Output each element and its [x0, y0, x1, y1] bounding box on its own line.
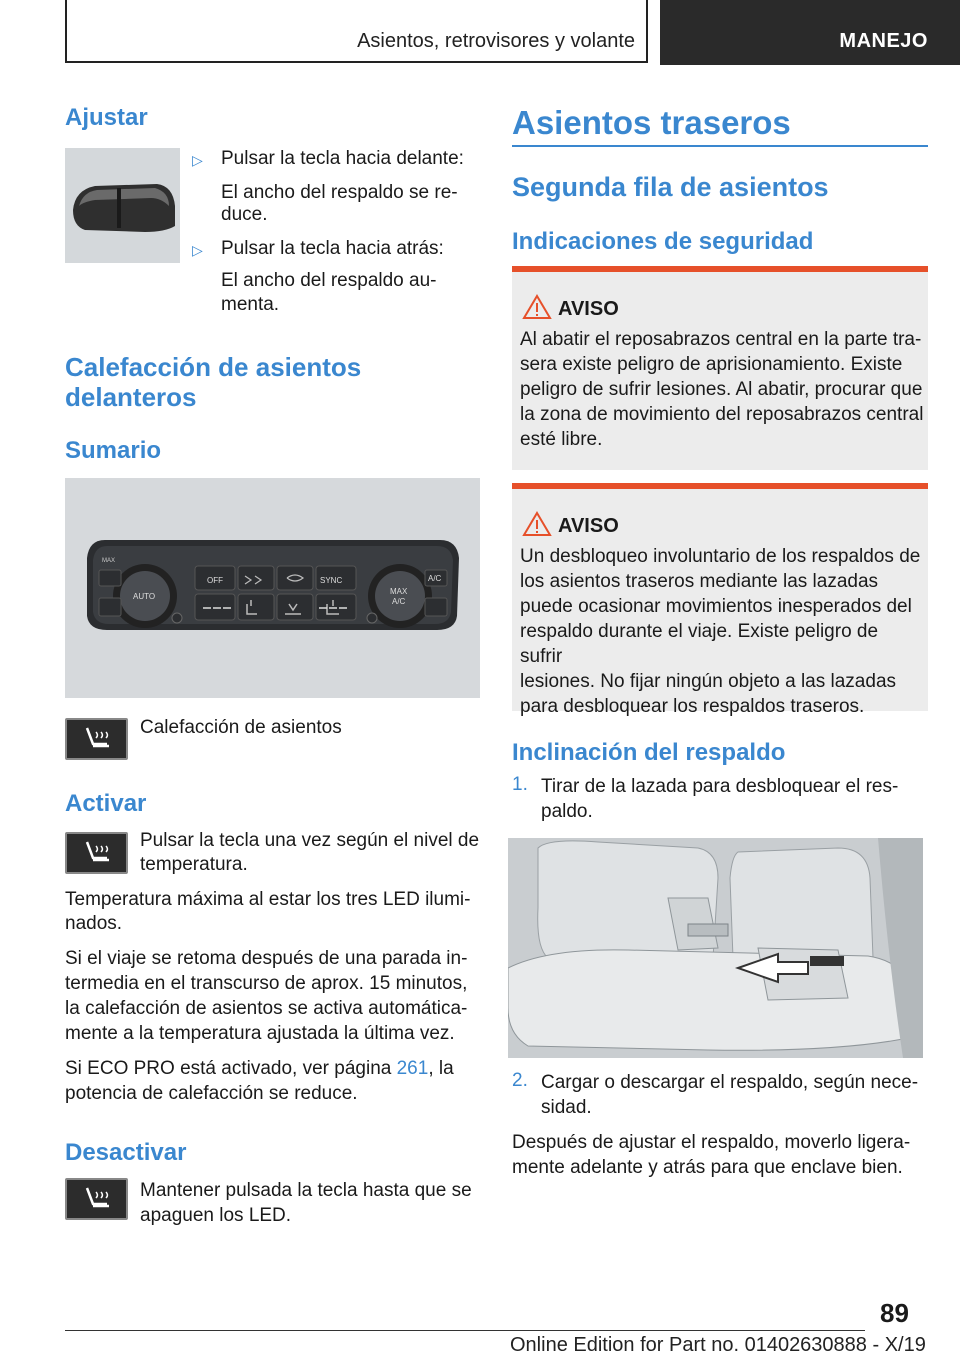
- heading-ajustar: Ajustar: [65, 104, 148, 131]
- heading-sumario: Sumario: [65, 437, 162, 464]
- seat-heating-icon: [77, 1184, 117, 1214]
- title-rule: [512, 145, 928, 147]
- warning-label: AVISO: [558, 515, 619, 537]
- warning-line: Un desbloqueo involuntario de los respaldos de: [520, 546, 921, 567]
- seat-heating-caption: Calefacción de asientos: [140, 717, 342, 738]
- chapter-title: Asientos, retrovisores y volante: [357, 30, 635, 52]
- warning-box: [512, 483, 928, 717]
- warning-line: lesiones. No fijar ningún objeto a las lazadas: [520, 671, 897, 692]
- warning-triangle-icon: [522, 294, 552, 320]
- warning-line: Al abatir el reposabrazos central en la parte tra-: [520, 329, 922, 350]
- ajustar-item-2-result: El ancho del respaldo au-: [221, 270, 437, 291]
- warning-line: para desbloquear los respaldos traseros.: [520, 696, 865, 717]
- final-paragraph: Después de ajustar el respaldo, moverlo ligera-: [512, 1132, 911, 1153]
- seat-heating-icon: [65, 718, 128, 760]
- seat-heating-icon: [65, 832, 128, 874]
- desactivar-text-cont: apaguen los LED.: [140, 1205, 292, 1226]
- warning-label: AVISO: [558, 298, 619, 320]
- backrest-button-illustration: [65, 148, 180, 263]
- panel-off-label: OFF: [207, 576, 223, 585]
- ajustar-item-1-action: Pulsar la tecla hacia delante:: [221, 148, 464, 169]
- step-1-text: Tirar de la lazada para desbloquear el res-: [541, 776, 899, 797]
- step-number: 2.: [512, 1070, 528, 1091]
- eco-pro-text-tail: , la: [428, 1058, 454, 1079]
- warning-line: esté libre.: [520, 429, 603, 450]
- step-2-text-cont: sidad.: [541, 1097, 592, 1118]
- paragraph-eco-pro: [65, 1056, 454, 1081]
- panel-sync-label: SYNC: [320, 576, 343, 585]
- section-label: MANEJO: [839, 30, 928, 52]
- step-number: 1.: [512, 774, 528, 795]
- heading-desactivar: Desactivar: [65, 1139, 187, 1166]
- step-1-text-cont: paldo.: [541, 801, 593, 822]
- heading-activar: Activar: [65, 790, 147, 817]
- seat-heating-icon: [65, 1178, 128, 1220]
- heading-calefaccion-cont: delanteros: [65, 382, 197, 412]
- bullet-marker: ▷: [192, 242, 203, 258]
- step-2-text: Cargar o descargar el respaldo, según nece-: [541, 1072, 919, 1093]
- warning-line: peligro de sufrir lesiones. Al abatir, procurar que: [520, 379, 923, 400]
- activar-text-cont: temperatura.: [140, 854, 248, 875]
- warning-triangle-icon: [522, 511, 552, 537]
- warning-line: la zona de movimiento del reposabrazos central: [520, 404, 924, 425]
- warning-text: [520, 544, 925, 719]
- paragraph-eco-pro-cont: potencia de calefacción se reduce.: [65, 1083, 358, 1104]
- panel-max-label: MAX: [390, 587, 408, 596]
- warning-box: [512, 266, 928, 470]
- warning-line: sera existe peligro de aprisionamiento. Existe: [520, 354, 903, 375]
- warning-line: puede ocasionar movimientos inesperados del: [520, 596, 912, 617]
- panel-max-top-label: MAX: [102, 558, 116, 564]
- paragraph-max-temp-cont: nados.: [65, 913, 123, 934]
- page-title: Asientos traseros: [512, 104, 791, 141]
- eco-pro-text: Si ECO PRO está activado, ver página: [65, 1058, 397, 1079]
- panel-max-ac-label: A/C: [392, 597, 406, 606]
- desactivar-text: Mantener pulsada la tecla hasta que se: [140, 1180, 472, 1201]
- paragraph-auto-resume-cont: termedia en el transcurso de aprox. 15 minutos,: [65, 973, 468, 994]
- paragraph-auto-resume-cont: la calefacción de asientos se activa automática-: [65, 998, 468, 1019]
- ajustar-item-1-result-cont: duce.: [221, 204, 268, 225]
- final-paragraph-cont: mente adelante y atrás para que enclave bien.: [512, 1157, 903, 1178]
- footer-rule: [65, 1330, 865, 1331]
- heading-inclinacion: Inclinación del respaldo: [512, 739, 786, 766]
- climate-panel-illustration: [65, 478, 480, 698]
- ajustar-item-1-result: El ancho del respaldo se re-: [221, 182, 458, 203]
- seat-heating-icon: [77, 838, 117, 868]
- warning-line: los asientos traseros mediante las lazadas: [520, 571, 879, 592]
- climate-panel-image: [65, 478, 480, 698]
- ajustar-item-2-action: Pulsar la tecla hacia atrás:: [221, 238, 444, 259]
- heading-seguridad: Indicaciones de seguridad: [512, 228, 814, 255]
- page-number: 89: [880, 1298, 909, 1328]
- paragraph-auto-resume-cont: mente a la temperatura ajustada la última vez.: [65, 1023, 455, 1044]
- heading-segunda-fila: Segunda fila de asientos: [512, 172, 829, 202]
- warning-text: [520, 327, 925, 452]
- heading-calefaccion: Calefacción de asientos: [65, 352, 362, 382]
- activar-text: Pulsar la tecla una vez según el nivel de: [140, 830, 480, 851]
- ajustar-item-2-result-cont: menta.: [221, 294, 280, 315]
- paragraph-auto-resume: Si el viaje se retoma después de una parada in-: [65, 948, 468, 969]
- seat-heating-icon: [77, 724, 117, 754]
- page-link-261[interactable]: 261: [396, 1058, 429, 1079]
- panel-ac-label: A/C: [428, 574, 442, 583]
- paragraph-max-temp: Temperatura máxima al estar los tres LED ilumi-: [65, 889, 471, 910]
- warning-line: respaldo durante el viaje. Existe peligro de sufrir: [520, 621, 879, 667]
- backrest-width-button-image: [65, 148, 180, 263]
- bullet-marker: ▷: [192, 152, 203, 168]
- rear-seat-image: [508, 838, 923, 1058]
- footer-edition: Online Edition for Part no. 01402630888 - X/19: [510, 1334, 926, 1356]
- panel-auto-label: AUTO: [133, 592, 156, 601]
- rear-seat-illustration: [508, 838, 923, 1058]
